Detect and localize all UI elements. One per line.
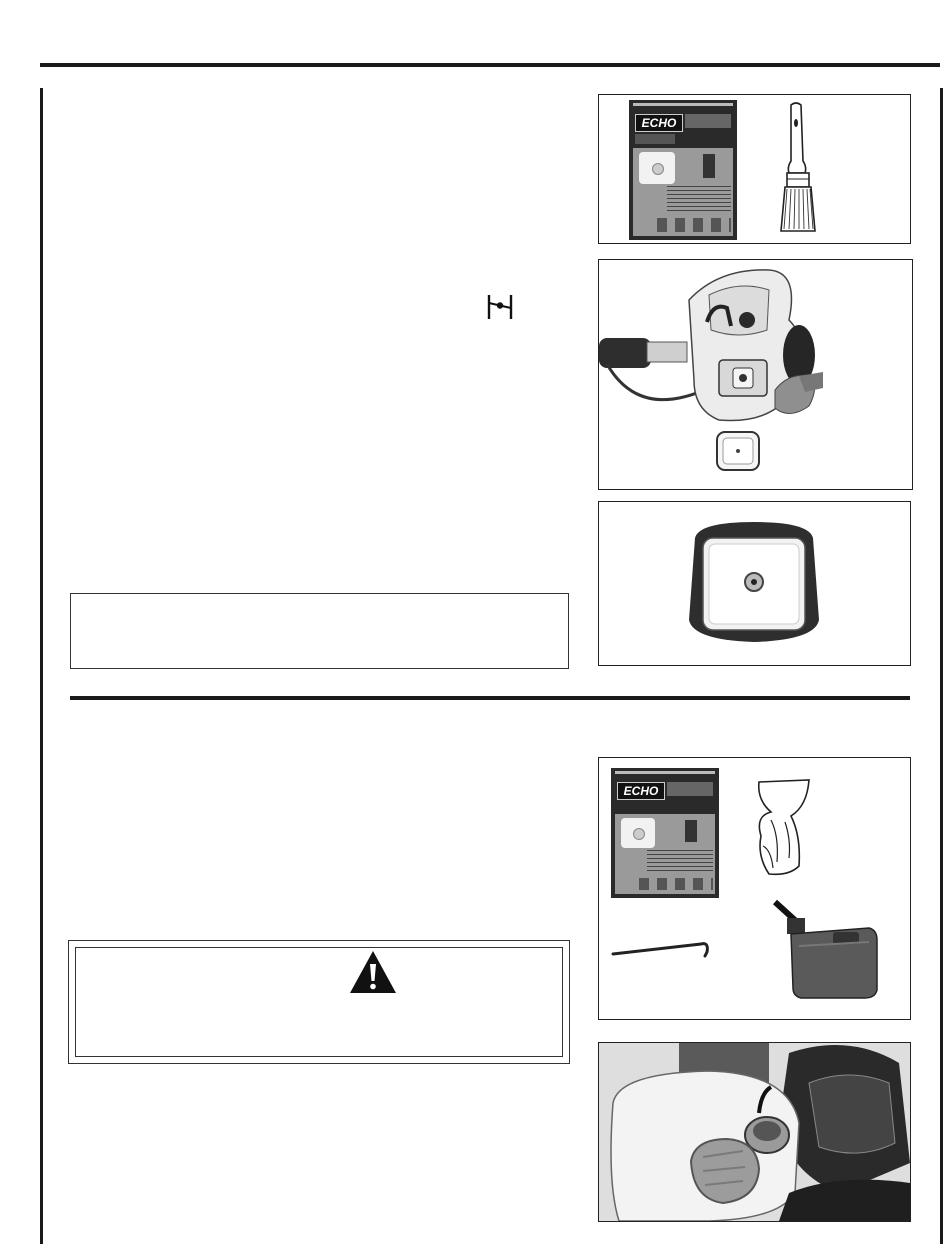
fuel-tank-photo: [599, 1043, 910, 1221]
right-margin-rule: [940, 88, 943, 1244]
figure-fuel-tank-closeup: [598, 1042, 911, 1222]
rag-drawing: [749, 776, 819, 880]
warning-box-inner: [75, 947, 563, 1057]
figure-air-filter-kit-and-brush: [598, 94, 911, 244]
cleaning-brush-drawing: [769, 101, 829, 237]
warning-triangle-icon: [348, 949, 398, 995]
fuel-filter-kit-package: [611, 768, 719, 898]
note-box: [70, 593, 569, 669]
engine-side-photo: [599, 260, 912, 489]
choke-icon: [485, 292, 515, 322]
warning-box: [68, 940, 570, 1064]
figure-engine-air-cleaner-removed: [598, 259, 913, 490]
filter-element-thumb: [639, 152, 675, 184]
wire-hook-drawing: [609, 930, 719, 960]
air-filter-kit-package: [629, 100, 737, 240]
echo-logo: [635, 114, 683, 132]
echo-logo-2: [617, 782, 665, 800]
top-rule: [40, 63, 940, 67]
echo-logo-text-2: ECHO: [623, 784, 659, 798]
fuel-can-photo: [759, 894, 889, 1004]
left-margin-rule: [40, 88, 43, 1244]
section-divider: [70, 696, 910, 700]
figure-fuel-filter-tools: [598, 757, 911, 1020]
air-filter-photo: [599, 502, 910, 665]
figure-air-filter-element: [598, 501, 911, 666]
fuel-filter-thumb: [703, 154, 715, 178]
echo-logo-text: ECHO: [641, 116, 677, 130]
